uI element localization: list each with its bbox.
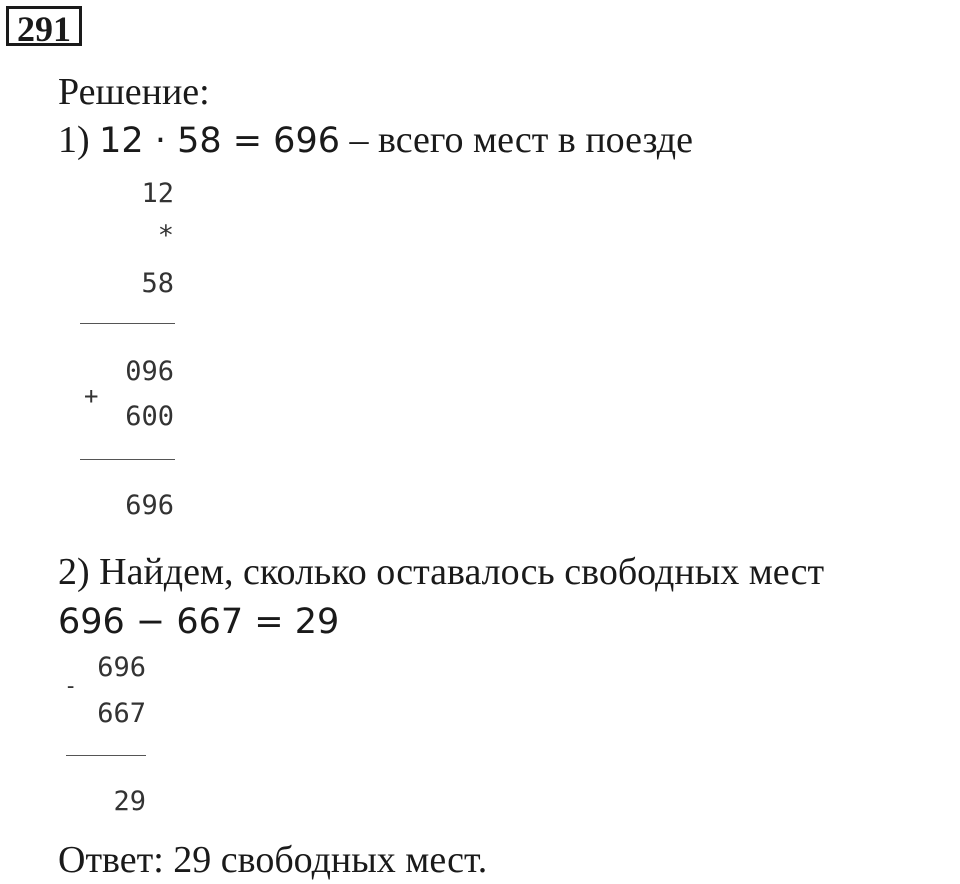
column2-minus-sign: -	[64, 674, 78, 699]
column2-result: 29	[113, 786, 146, 817]
problem-number: 291	[6, 6, 82, 46]
column2-rule	[66, 755, 146, 756]
solution-heading: Решение:	[58, 71, 210, 113]
step1-text: – всего мест в поезде	[349, 119, 693, 161]
column1-result: 696	[125, 490, 174, 521]
step2-text: 2) Найдем, сколько оставалось свободных мест	[58, 551, 825, 593]
step1-expression: 12 · 58 = 696	[99, 121, 340, 161]
step1-line	[58, 118, 693, 163]
column1-operator: *	[157, 220, 174, 251]
step2-expression: 696 − 667 = 29	[58, 602, 340, 642]
column1-multiplicand: 12	[141, 178, 174, 209]
answer-text: Ответ: 29 свободных мест.	[58, 839, 488, 881]
column1-plus-sign: +	[84, 382, 99, 410]
column2-subtrahend: 667	[97, 698, 146, 729]
column1-rule-top	[80, 323, 175, 324]
column1-rule-bottom	[80, 459, 175, 460]
step1-prefix: 1)	[58, 119, 90, 161]
column2-minuend: 696	[97, 652, 146, 683]
column1-partial1: 096	[125, 356, 174, 387]
column1-partial2: 600	[125, 401, 174, 432]
column1-multiplier: 58	[141, 268, 174, 299]
